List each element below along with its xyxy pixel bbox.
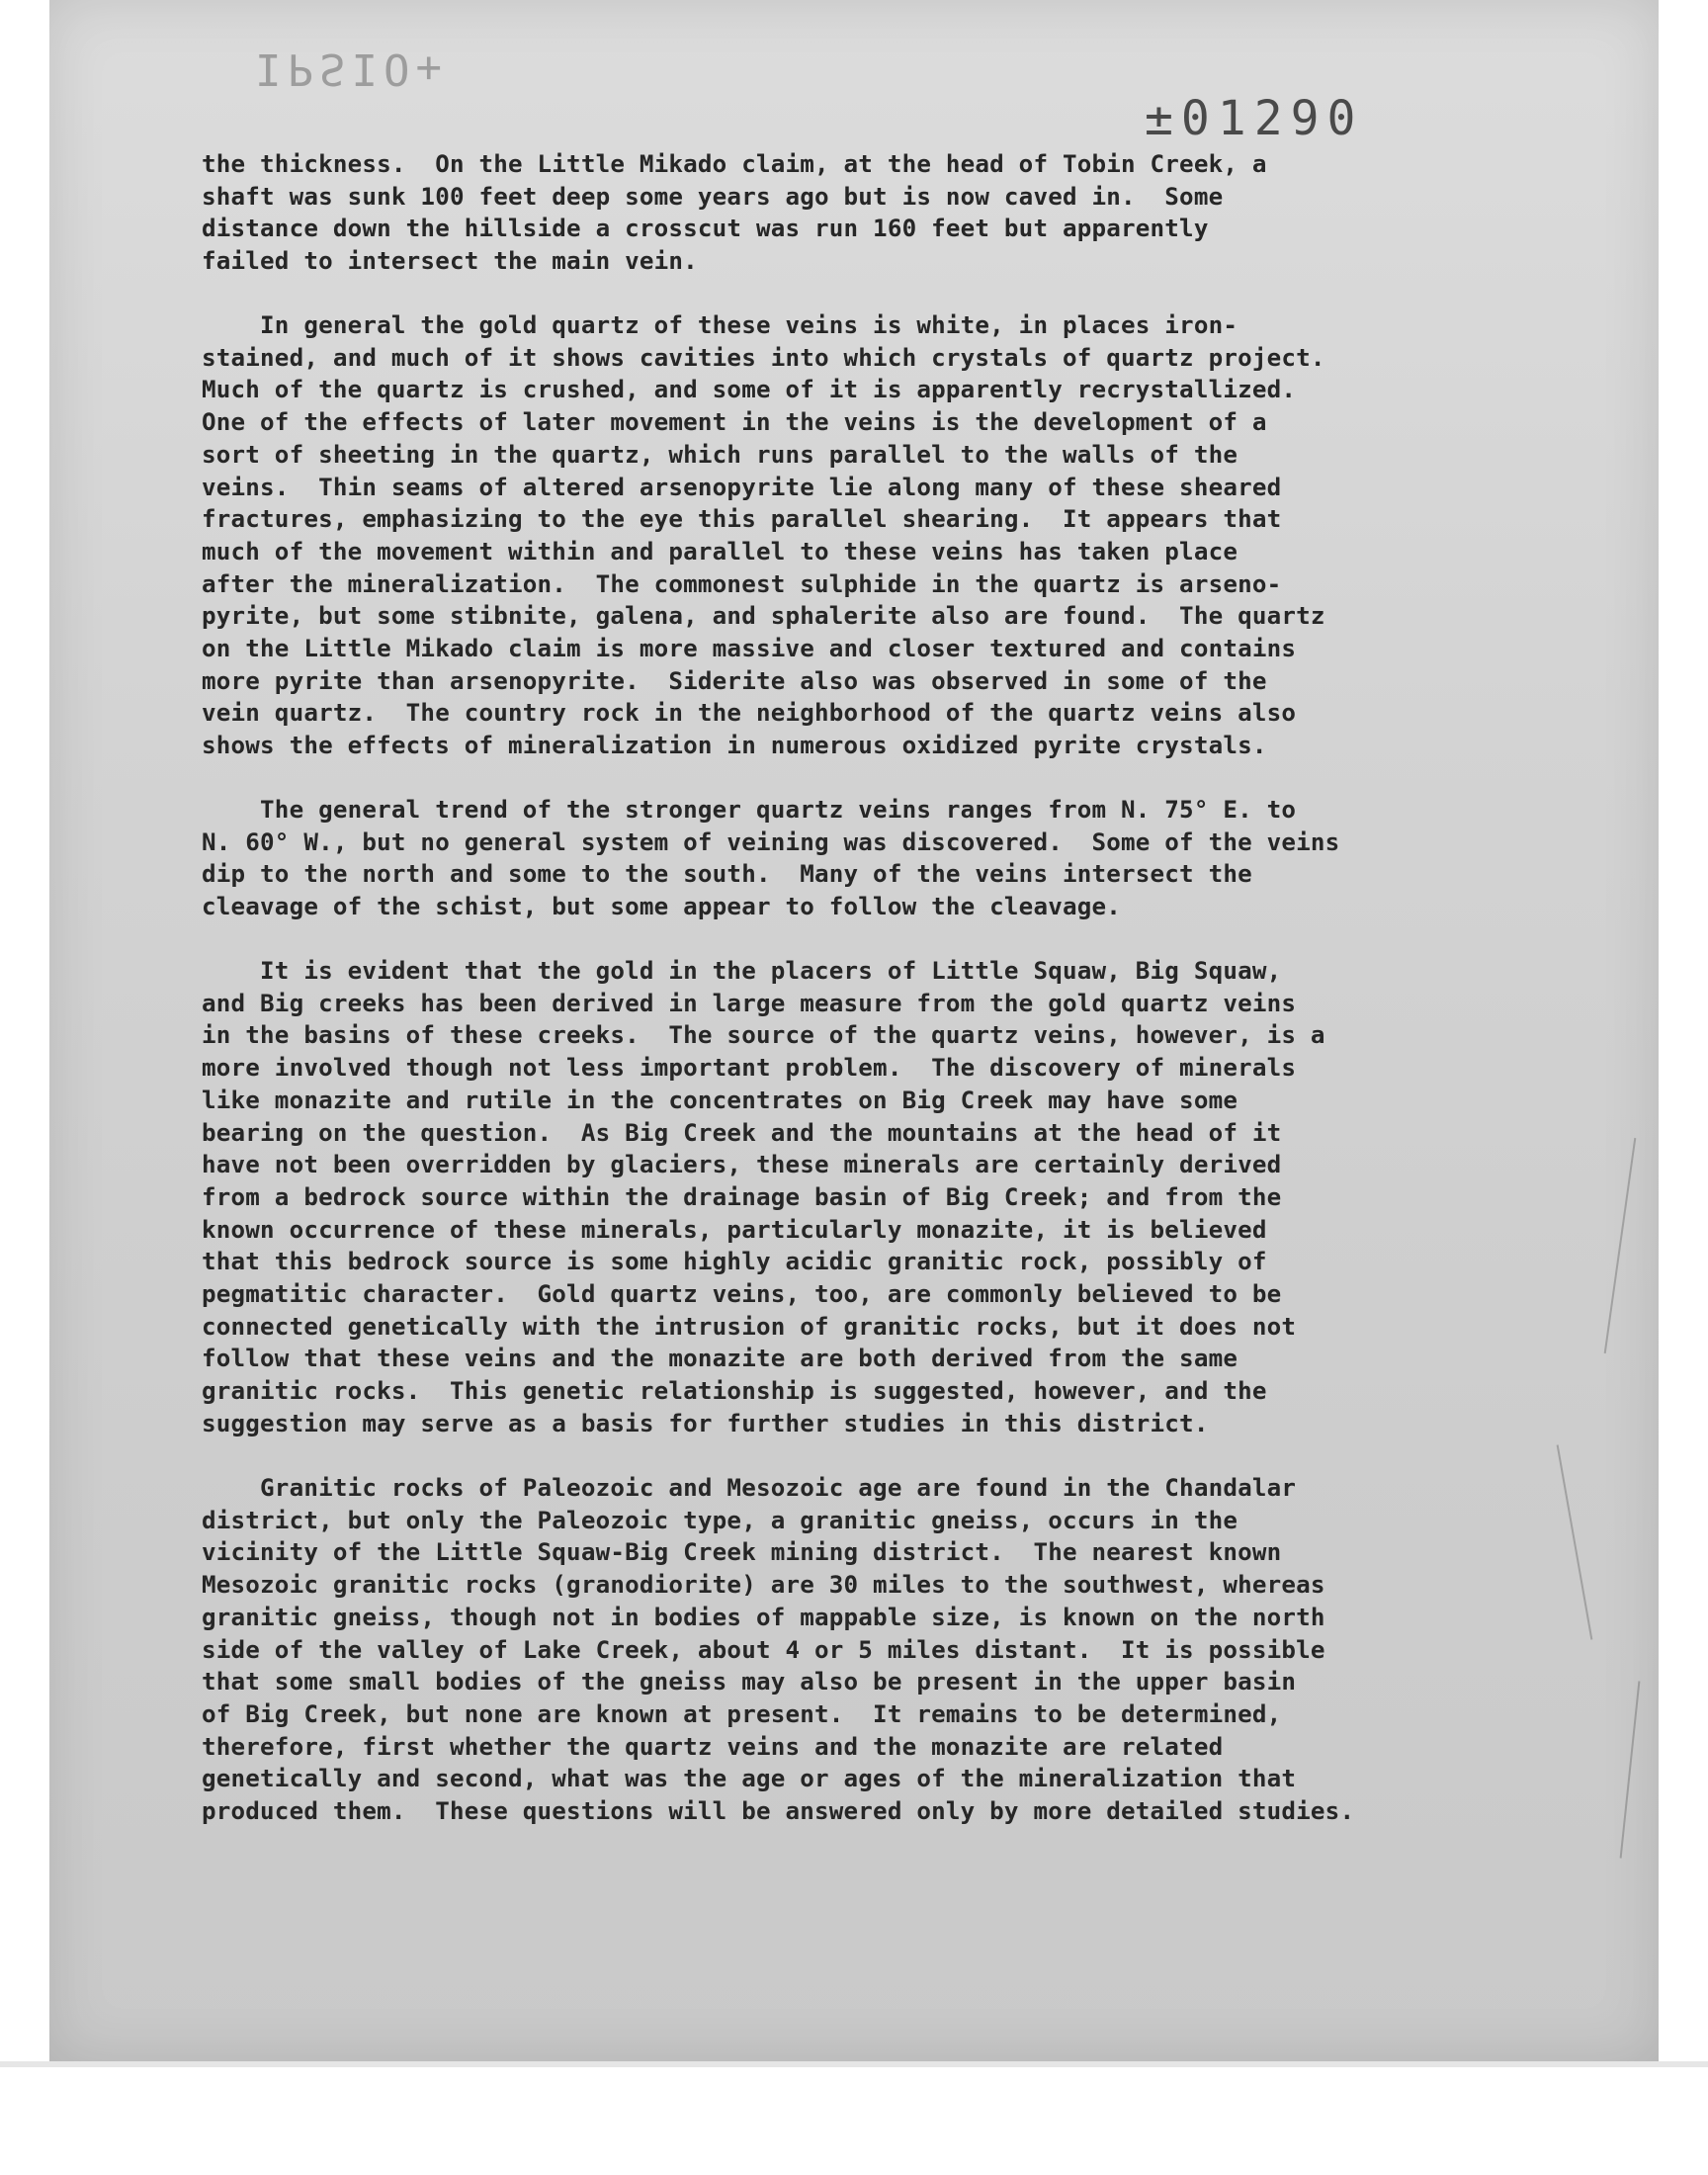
paragraph-2 (202, 309, 1487, 762)
text-line: Granitic rocks of Paleozoic and Mesozoic age are found in the Chandalar (202, 1474, 1297, 1502)
text-line: vein quartz. The country rock in the neighborhood of the quartz veins also (202, 699, 1297, 728)
text-line: Much of the quartz is crushed, and some of it is apparently recrystallized. (202, 376, 1297, 404)
text-line: of Big Creek, but none are known at present. It remains to be determined, (202, 1699, 1282, 1728)
text-line: The general trend of the stronger quartz veins ranges from N. 75° E. to (202, 796, 1297, 824)
paragraph-5 (202, 1472, 1487, 1828)
text-line: One of the effects of later movement in the veins is the development of a (202, 408, 1267, 437)
text-line: pyrite, but some stibnite, galena, and sphalerite also are found. The quartz (202, 602, 1325, 631)
text-line: It is evident that the gold in the placers of Little Squaw, Big Squaw, (202, 957, 1282, 985)
text-line: pegmatitic character. Gold quartz veins, too, are commonly believed to be (202, 1280, 1282, 1309)
text-line: on the Little Mikado claim is more massive and closer textured and contains (202, 635, 1297, 663)
text-line: after the mineralization. The commonest sulphide in the quartz is arseno- (202, 569, 1282, 598)
text-line: district, but only the Paleozoic type, a granitic gneiss, occurs in the (202, 1506, 1238, 1534)
text-line: bearing on the question. As Big Creek and the mountains at the head of it (202, 1118, 1282, 1147)
text-line: that this bedrock source is some highly acidic granitic rock, possibly of (202, 1248, 1267, 1276)
text-line: and Big creeks has been derived in large measure from the gold quartz veins (202, 989, 1297, 1017)
text-line: distance down the hillside a crosscut was run 160 feet but apparently (202, 215, 1209, 243)
text-line: failed to intersect the main vein. (202, 247, 698, 276)
text-line: side of the valley of Lake Creek, about 4 or 5 miles distant. It is possible (202, 1635, 1325, 1664)
text-line: produced them. These questions will be answered only by more detailed studies. (202, 1797, 1355, 1826)
text-line: veins. Thin seams of altered arsenopyrite lie along many of these sheared (202, 473, 1282, 501)
text-line: connected genetically with the intrusion of granitic rocks, but it does not (202, 1312, 1297, 1341)
text-line: vicinity of the Little Squaw-Big Creek mining district. The nearest known (202, 1538, 1282, 1567)
text-line: N. 60° W., but no general system of veining was discovered. Some of the veins (202, 827, 1340, 856)
text-line: granitic rocks. This genetic relationship is suggested, however, and the (202, 1377, 1267, 1406)
text-line: the thickness. On the Little Mikado claim, at the head of Tobin Creek, a (202, 150, 1267, 178)
page-bottom-edge (0, 2061, 1708, 2067)
text-line: In general the gold quartz of these veins is white, in places iron- (202, 311, 1238, 339)
text-line: more involved though not less important problem. The discovery of minerals (202, 1054, 1297, 1083)
text-line: have not been overridden by glaciers, these minerals are certainly derived (202, 1151, 1282, 1179)
paragraph-3 (202, 794, 1487, 923)
paragraph-1 (202, 148, 1487, 278)
text-line: known occurrence of these minerals, particularly monazite, it is believed (202, 1215, 1267, 1244)
text-line: granitic gneiss, though not in bodies of mappable size, is known on the north (202, 1603, 1325, 1631)
text-line: sort of sheeting in the quartz, which runs parallel to the walls of the (202, 440, 1238, 469)
document-number-faded: IPSIO+ (255, 44, 448, 94)
text-line: follow that these veins and the monazite are both derived from the same (202, 1345, 1238, 1373)
text-line: Mesozoic granitic rocks (granodiorite) are 30 miles to the southwest, whereas (202, 1571, 1325, 1600)
text-line: dip to the north and some to the south. Many of the veins intersect the (202, 860, 1252, 889)
text-line: suggestion may serve as a basis for further studies in this district. (202, 1409, 1209, 1437)
text-line: like monazite and rutile in the concentrates on Big Creek may have some (202, 1086, 1238, 1114)
document-number: ±01290 (1145, 91, 1364, 146)
text-line: that some small bodies of the gneiss may also be present in the upper basin (202, 1668, 1297, 1696)
text-line: fractures, emphasizing to the eye this parallel shearing. It appears that (202, 505, 1282, 534)
text-line: genetically and second, what was the age or ages of the mineralization that (202, 1765, 1297, 1793)
text-line: cleavage of the schist, but some appear to follow the cleavage. (202, 893, 1122, 921)
paragraph-4 (202, 955, 1487, 1440)
text-line: from a bedrock source within the drainage basin of Big Creek; and from the (202, 1182, 1282, 1211)
text-line: in the basins of these creeks. The source of the quartz veins, however, is a (202, 1021, 1325, 1050)
text-line: much of the movement within and parallel to these veins has taken place (202, 537, 1238, 566)
text-line: shaft was sunk 100 feet deep some years ago but is now caved in. Some (202, 182, 1224, 211)
text-line: stained, and much of it shows cavities into which crystals of quartz project. (202, 343, 1325, 372)
text-line: more pyrite than arsenopyrite. Siderite also was observed in some of the (202, 666, 1267, 695)
text-line: therefore, first whether the quartz veins and the monazite are related (202, 1732, 1224, 1761)
text-line: shows the effects of mineralization in numerous oxidized pyrite crystals. (202, 732, 1267, 760)
